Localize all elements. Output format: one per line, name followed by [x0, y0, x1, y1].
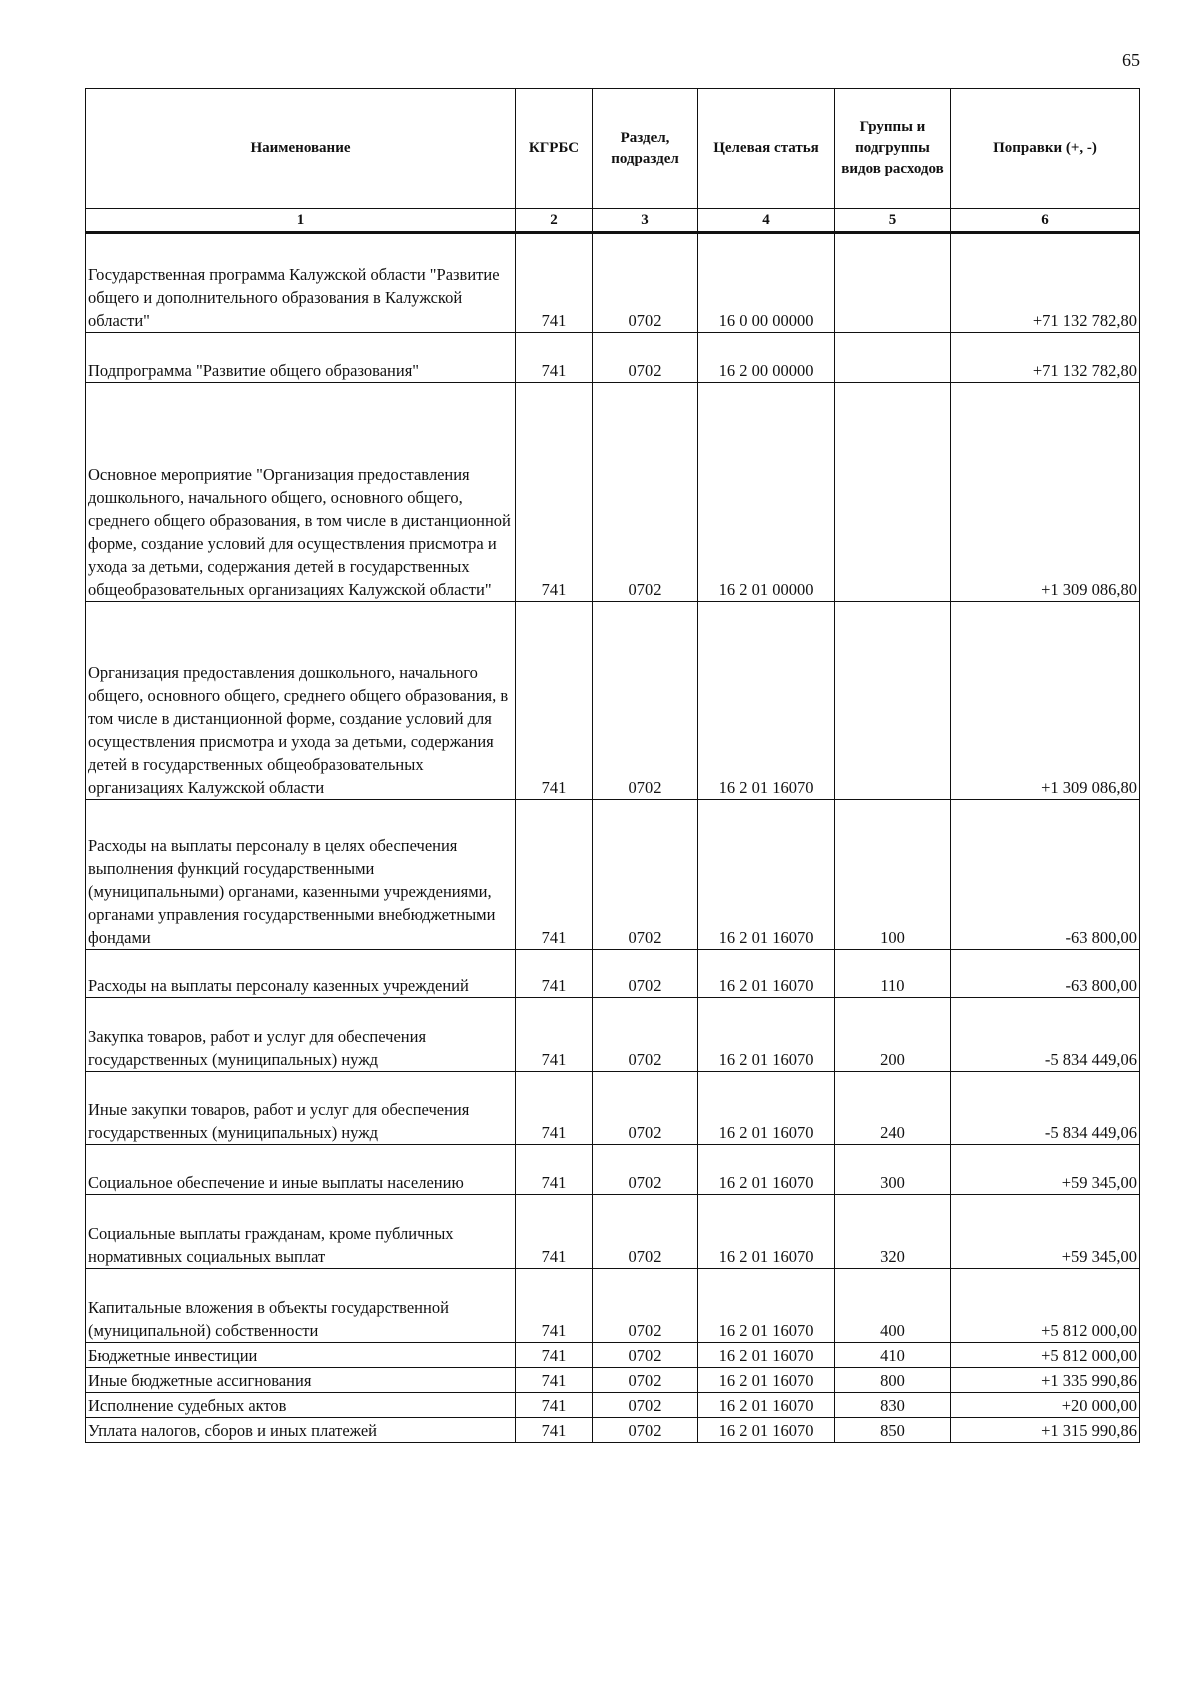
budget-amendments-table [85, 88, 1140, 1443]
row-kgrbs: 741 [516, 950, 593, 998]
row-kgrbs: 741 [516, 998, 593, 1072]
row-target: 16 2 01 16070 [698, 800, 835, 950]
row-kgrbs: 741 [516, 602, 593, 800]
row-kgrbs: 741 [516, 1393, 593, 1418]
row-group: 410 [835, 1343, 951, 1368]
row-kgrbs: 741 [516, 383, 593, 602]
table-row [86, 998, 1140, 1072]
row-target: 16 2 01 16070 [698, 1393, 835, 1418]
row-amount: +20 000,00 [951, 1393, 1140, 1418]
row-kgrbs: 741 [516, 800, 593, 950]
row-section: 0702 [593, 1343, 698, 1368]
header-target-article: Целевая статья [698, 89, 835, 209]
row-group: 400 [835, 1269, 951, 1343]
row-section: 0702 [593, 1269, 698, 1343]
row-section: 0702 [593, 383, 698, 602]
row-group: 240 [835, 1072, 951, 1145]
row-target: 16 2 01 16070 [698, 1368, 835, 1393]
row-name: Основное мероприятие "Организация предоставления дошкольного, начального общего, основного общего, среднего общего образования, в том числе в дистанционной форме, создание условий для осуществления присмотра и ухода за детьми, содержания детей в государственных общеобразовательных организациях Калужской области" [86, 383, 516, 602]
table-row [86, 1145, 1140, 1195]
row-amount: +1 309 086,80 [951, 602, 1140, 800]
table-row [86, 602, 1140, 800]
table-row [86, 1072, 1140, 1145]
row-target: 16 2 01 16070 [698, 1072, 835, 1145]
row-amount: +59 345,00 [951, 1195, 1140, 1269]
table-body [86, 233, 1140, 1443]
row-group: 100 [835, 800, 951, 950]
row-name: Организация предоставления дошкольного, начального общего, основного общего, среднего общего образования, в том числе в дистанционной форме, создание условий для осуществления присмотра и ухода за детьми, содержания детей в государственных общеобразовательных организациях Калужской области [86, 602, 516, 800]
row-group: 110 [835, 950, 951, 998]
row-amount: -5 834 449,06 [951, 998, 1140, 1072]
row-kgrbs: 741 [516, 1145, 593, 1195]
header-name: Наименование [86, 89, 516, 209]
column-number: 1 [86, 209, 516, 233]
row-amount: -63 800,00 [951, 800, 1140, 950]
row-amount: +71 132 782,80 [951, 233, 1140, 333]
row-amount: +1 335 990,86 [951, 1368, 1140, 1393]
row-name: Социальные выплаты гражданам, кроме публичных нормативных социальных выплат [86, 1195, 516, 1269]
column-number: 5 [835, 209, 951, 233]
table-row [86, 233, 1140, 333]
row-name: Исполнение судебных актов [86, 1393, 516, 1418]
row-section: 0702 [593, 1072, 698, 1145]
row-group [835, 383, 951, 602]
row-name: Социальное обеспечение и иные выплаты населению [86, 1145, 516, 1195]
row-section: 0702 [593, 1393, 698, 1418]
row-section: 0702 [593, 1145, 698, 1195]
column-number: 2 [516, 209, 593, 233]
row-amount: +59 345,00 [951, 1145, 1140, 1195]
row-group [835, 602, 951, 800]
row-section: 0702 [593, 1195, 698, 1269]
row-target: 16 0 00 00000 [698, 233, 835, 333]
table-row [86, 1418, 1140, 1443]
table-row [86, 1343, 1140, 1368]
row-target: 16 2 01 00000 [698, 383, 835, 602]
row-target: 16 2 01 16070 [698, 602, 835, 800]
column-number: 4 [698, 209, 835, 233]
row-name: Иные бюджетные ассигнования [86, 1368, 516, 1393]
row-kgrbs: 741 [516, 1072, 593, 1145]
column-number: 6 [951, 209, 1140, 233]
table-row [86, 1269, 1140, 1343]
row-name: Расходы на выплаты персоналу в целях обеспечения выполнения функций государственными (муниципальными) органами, казенными учреждениями, органами управления государственными внебюджетными фондами [86, 800, 516, 950]
row-target: 16 2 01 16070 [698, 998, 835, 1072]
row-amount: +5 812 000,00 [951, 1269, 1140, 1343]
row-group: 200 [835, 998, 951, 1072]
row-section: 0702 [593, 602, 698, 800]
row-amount: -5 834 449,06 [951, 1072, 1140, 1145]
header-section: Раздел, подраздел [593, 89, 698, 209]
table-header [86, 89, 1140, 233]
row-group: 800 [835, 1368, 951, 1393]
row-section: 0702 [593, 333, 698, 383]
table-row [86, 1368, 1140, 1393]
row-name: Иные закупки товаров, работ и услуг для обеспечения государственных (муниципальных) нужд [86, 1072, 516, 1145]
row-target: 16 2 01 16070 [698, 1195, 835, 1269]
row-kgrbs: 741 [516, 1368, 593, 1393]
table-row [86, 383, 1140, 602]
column-numbers-row [86, 209, 1140, 233]
row-target: 16 2 00 00000 [698, 333, 835, 383]
table-row [86, 333, 1140, 383]
table-row [86, 1195, 1140, 1269]
header-expense-group: Группы и подгруппы видов расходов [835, 89, 951, 209]
row-target: 16 2 01 16070 [698, 1145, 835, 1195]
row-section: 0702 [593, 1368, 698, 1393]
row-group: 850 [835, 1418, 951, 1443]
row-name: Расходы на выплаты персоналу казенных учреждений [86, 950, 516, 998]
column-number: 3 [593, 209, 698, 233]
table-row [86, 1393, 1140, 1418]
row-section: 0702 [593, 998, 698, 1072]
row-name: Уплата налогов, сборов и иных платежей [86, 1418, 516, 1443]
row-section: 0702 [593, 800, 698, 950]
row-kgrbs: 741 [516, 1195, 593, 1269]
row-kgrbs: 741 [516, 1343, 593, 1368]
table-row [86, 800, 1140, 950]
row-amount: +1 315 990,86 [951, 1418, 1140, 1443]
row-name: Подпрограмма "Развитие общего образования" [86, 333, 516, 383]
row-amount: -63 800,00 [951, 950, 1140, 998]
row-target: 16 2 01 16070 [698, 1269, 835, 1343]
row-group [835, 233, 951, 333]
row-amount: +1 309 086,80 [951, 383, 1140, 602]
row-amount: +5 812 000,00 [951, 1343, 1140, 1368]
row-target: 16 2 01 16070 [698, 950, 835, 998]
header-kgrbs: КГРБС [516, 89, 593, 209]
row-target: 16 2 01 16070 [698, 1418, 835, 1443]
page-number: 65 [1122, 50, 1140, 70]
row-name: Закупка товаров, работ и услуг для обеспечения государственных (муниципальных) нужд [86, 998, 516, 1072]
row-name: Капитальные вложения в объекты государственной (муниципальной) собственности [86, 1269, 516, 1343]
row-name: Бюджетные инвестиции [86, 1343, 516, 1368]
row-group [835, 333, 951, 383]
table-row [86, 950, 1140, 998]
row-section: 0702 [593, 233, 698, 333]
header-row [86, 89, 1140, 209]
row-kgrbs: 741 [516, 333, 593, 383]
row-section: 0702 [593, 950, 698, 998]
row-kgrbs: 741 [516, 1418, 593, 1443]
row-target: 16 2 01 16070 [698, 1343, 835, 1368]
row-kgrbs: 741 [516, 233, 593, 333]
header-amendment: Поправки (+, -) [951, 89, 1140, 209]
row-group: 320 [835, 1195, 951, 1269]
row-name: Государственная программа Калужской области "Развитие общего и дополнительного образования в Калужской области" [86, 233, 516, 333]
row-kgrbs: 741 [516, 1269, 593, 1343]
row-group: 300 [835, 1145, 951, 1195]
row-group: 830 [835, 1393, 951, 1418]
row-amount: +71 132 782,80 [951, 333, 1140, 383]
row-section: 0702 [593, 1418, 698, 1443]
